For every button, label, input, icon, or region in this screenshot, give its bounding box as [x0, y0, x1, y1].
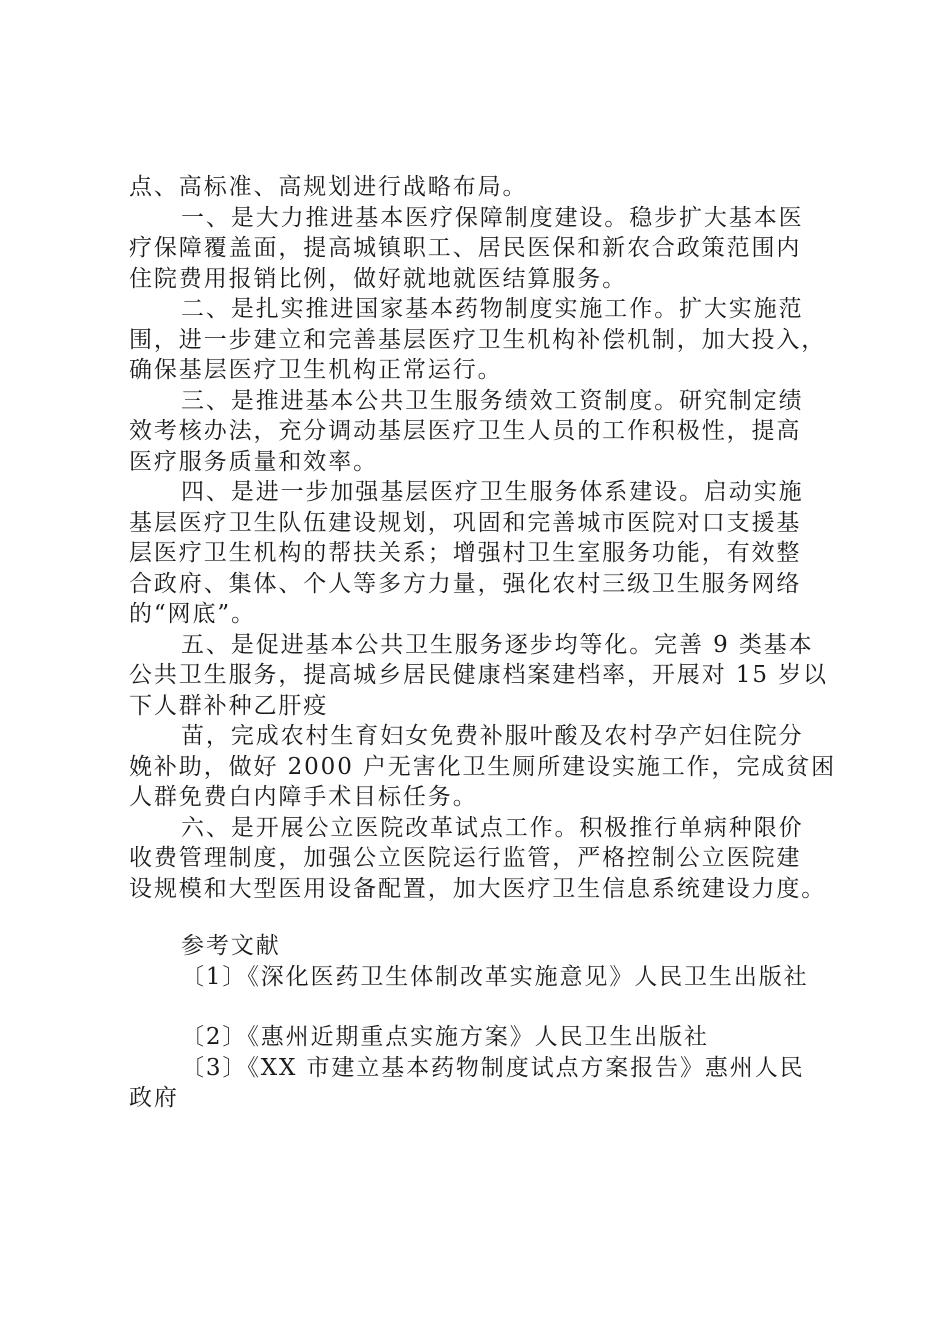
references-heading: 参考文献 [181, 933, 281, 959]
text-line: 一、是大力推进基本医疗保障制度建设。稳步扩大基本医 [181, 204, 804, 231]
reference-spacer [129, 992, 849, 1022]
text-line: 围，进一步建立和完善基层医疗卫生机构补偿机制，加大投入， [129, 326, 827, 353]
text-line: 医疗服务质量和效率。 [129, 448, 378, 475]
text-line: 基层医疗卫生队伍建设规划，巩固和完善城市医院对口支援基 [129, 509, 802, 536]
text-line: 效考核办法，充分调动基层医疗卫生人员的工作积极性，提高 [129, 418, 802, 444]
text-line: 五、是促进基本公共卫生服务逐步均等化。完善 9 类基本 [181, 631, 814, 658]
reference-item-continued: 政府 [129, 1085, 179, 1111]
text-line: 人群免费白内障手术目标任务。 [129, 784, 478, 810]
text-line: 三、是推进基本公共卫生服务绩效工资制度。研究制定绩 [181, 387, 804, 414]
text-line: 住院费用报销比例，做好就地就医结算服务。 [129, 265, 627, 292]
reference-item: 〔2〕《惠州近期重点实施方案》人民卫生出版社 [181, 1024, 709, 1050]
text-line: 疗保障覆盖面，提高城镇职工、居民医保和新农合政策范围内 [129, 235, 802, 261]
text-line: 确保基层医疗卫生机构正常运行。 [129, 357, 503, 383]
text-line: 的“网底”。 [129, 601, 256, 627]
text-line: 公共卫生服务，提高城乡居民健康档案建档率，开展对 15 岁以 [129, 662, 828, 688]
reference-item: 〔3〕《XX 市建立基本药物制度试点方案报告》惠州人民 [181, 1054, 805, 1081]
reference-item: 〔1〕《深化医药卫生体制改革实施意见》人民卫生出版社 [181, 963, 809, 990]
references-section [129, 931, 849, 1114]
body-text [129, 172, 849, 904]
text-line: 苗，完成农村生育妇女免费补服叶酸及农村孕产妇住院分 [181, 723, 804, 749]
text-line: 收费管理制度，加强公立医院运行监管，严格控制公立医院建 [129, 845, 802, 871]
text-line: 下人群补种乙肝疫 [129, 692, 329, 719]
text-line: 合政府、集体、个人等多方力量，强化农村三级卫生服务网络 [129, 570, 802, 597]
text-line: 层医疗卫生机构的帮扶关系；增强村卫生室服务功能，有效整 [129, 540, 802, 566]
text-line: 设规模和大型医用设备配置，加大医疗卫生信息系统建设力度。 [129, 875, 827, 902]
text-line: 二、是扎实推进国家基本药物制度实施工作。扩大实施范 [181, 296, 804, 322]
text-line: 娩补助，做好 2000 户无害化卫生厕所建设实施工作，完成贫困 [129, 753, 837, 780]
text-line: 六、是开展公立医院改革试点工作。积极推行单病种限价 [181, 814, 804, 841]
text-line: 点、高标准、高规划进行战略布局。 [129, 174, 528, 200]
text-line: 四、是进一步加强基层医疗卫生服务体系建设。启动实施 [181, 479, 804, 505]
